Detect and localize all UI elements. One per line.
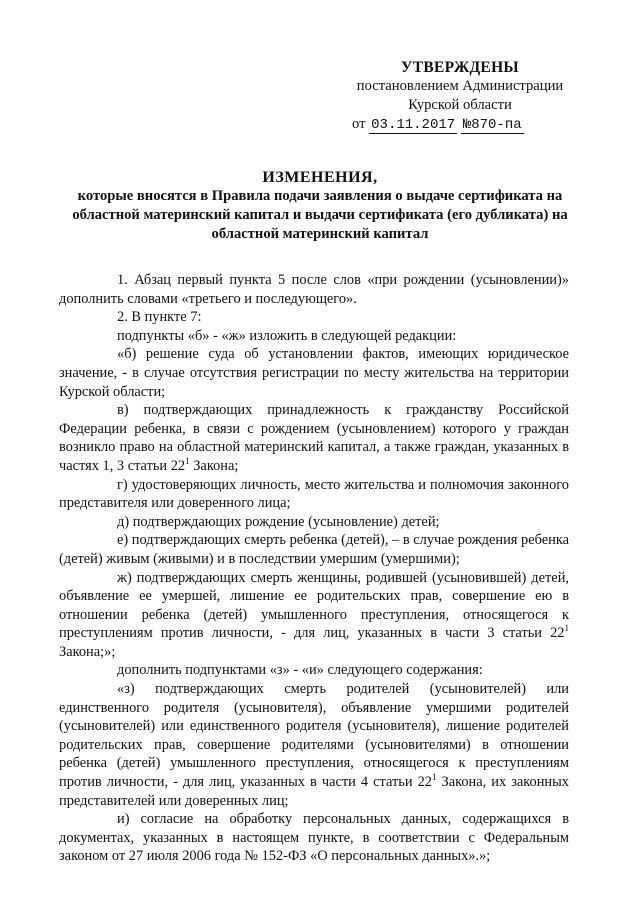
paragraph: д) подтверждающих рождение (усыновление) детей; bbox=[117, 513, 440, 530]
paragraph: дополнить подпунктами «з» - «и» следующего содержания: bbox=[117, 662, 483, 679]
paragraph: е) подтверждающих смерть ребенка (детей), – в случае рождения ребенка (детей) живым (живыми) и в последствии умершим (умершими); bbox=[59, 532, 569, 567]
approval-stamp bbox=[330, 58, 590, 135]
paragraph: ж) подтверждающих смерть женщины, родившей (усыновившей) детей, объявление ее умершей, лишение ее родительских прав, совершение ею в отношении ребенка (детей) умышленного преступления, относящегося к преступлениям против личности, - для лиц, указанных в части 3 статьи $22^1$ Закона;»; bbox=[59, 569, 569, 660]
paragraph: 1. Абзац первый пункта 5 после слов «при рождении (усыновлении)» дополнить словами «третьего и последующего». bbox=[59, 272, 569, 307]
document-heading bbox=[70, 168, 570, 244]
paragraph: «б) решение суда об установлении фактов, имеющих юридическое значение, - в случае отсутствия регистрации по месту жительства на территории Курской области; bbox=[59, 346, 569, 400]
approval-line-1: постановлением Администрации bbox=[356, 78, 564, 94]
paragraph: и) согласие на обработку персональных данных, содержащихся в документах, указанных в настоящем пункте, в соответствии с Федеральным законом от 27 июля 2006 года № 152-ФЗ «О персональных данных».»; bbox=[59, 811, 569, 865]
document-subtitle: которые вносятся в Правила подачи заявления о выдаче сертификата на областной материнский капитал и выдачи сертификата (его дубликата) на областной материнский капитал bbox=[72, 188, 568, 242]
approval-title: УТВЕРЖДЕНЫ bbox=[401, 59, 519, 76]
paragraph: в) подтверждающих принадлежность к гражданству Российской Федерации ребенка, в связи с рождением (усыновлением) которого у граждан возникло право на областной материнский капитал, а также граждан, указанных в частях 1, 3 статьи $22^1$ Закона; bbox=[59, 402, 569, 474]
paragraph: «з) подтверждающих смерть родителей (усыновителей) или единственного родителя (усыновителя), объявление умершими родителей (усыновителей) или единственного родителя (усыновителя), лишение родителей родительских прав, совершение родителями (усыновителями) в отношении ребенка (детей) умышленного преступления, относящегося к преступлениям против личности, - для лиц, указанных в части 4 статьи $22^1$ Закона, их законных представителей или доверенных лиц; bbox=[59, 681, 569, 809]
approval-date-prefix: от bbox=[352, 116, 366, 132]
document-title: ИЗМЕНЕНИЯ, bbox=[262, 169, 378, 186]
paragraph: подпункты «б» - «ж» изложить в следующей редакции: bbox=[117, 327, 457, 344]
approval-number: №870-па bbox=[462, 117, 522, 133]
approval-date-line bbox=[330, 115, 590, 135]
approval-date: 03.11.2017 bbox=[371, 117, 456, 133]
paragraph: 2. В пункте 7: bbox=[117, 309, 202, 326]
document-body bbox=[59, 271, 569, 866]
approval-line-2: Курской области bbox=[408, 97, 512, 113]
paragraph: г) удостоверяющих личность, место жительства и полномочия законного представителя или доверенного лица; bbox=[59, 476, 569, 512]
